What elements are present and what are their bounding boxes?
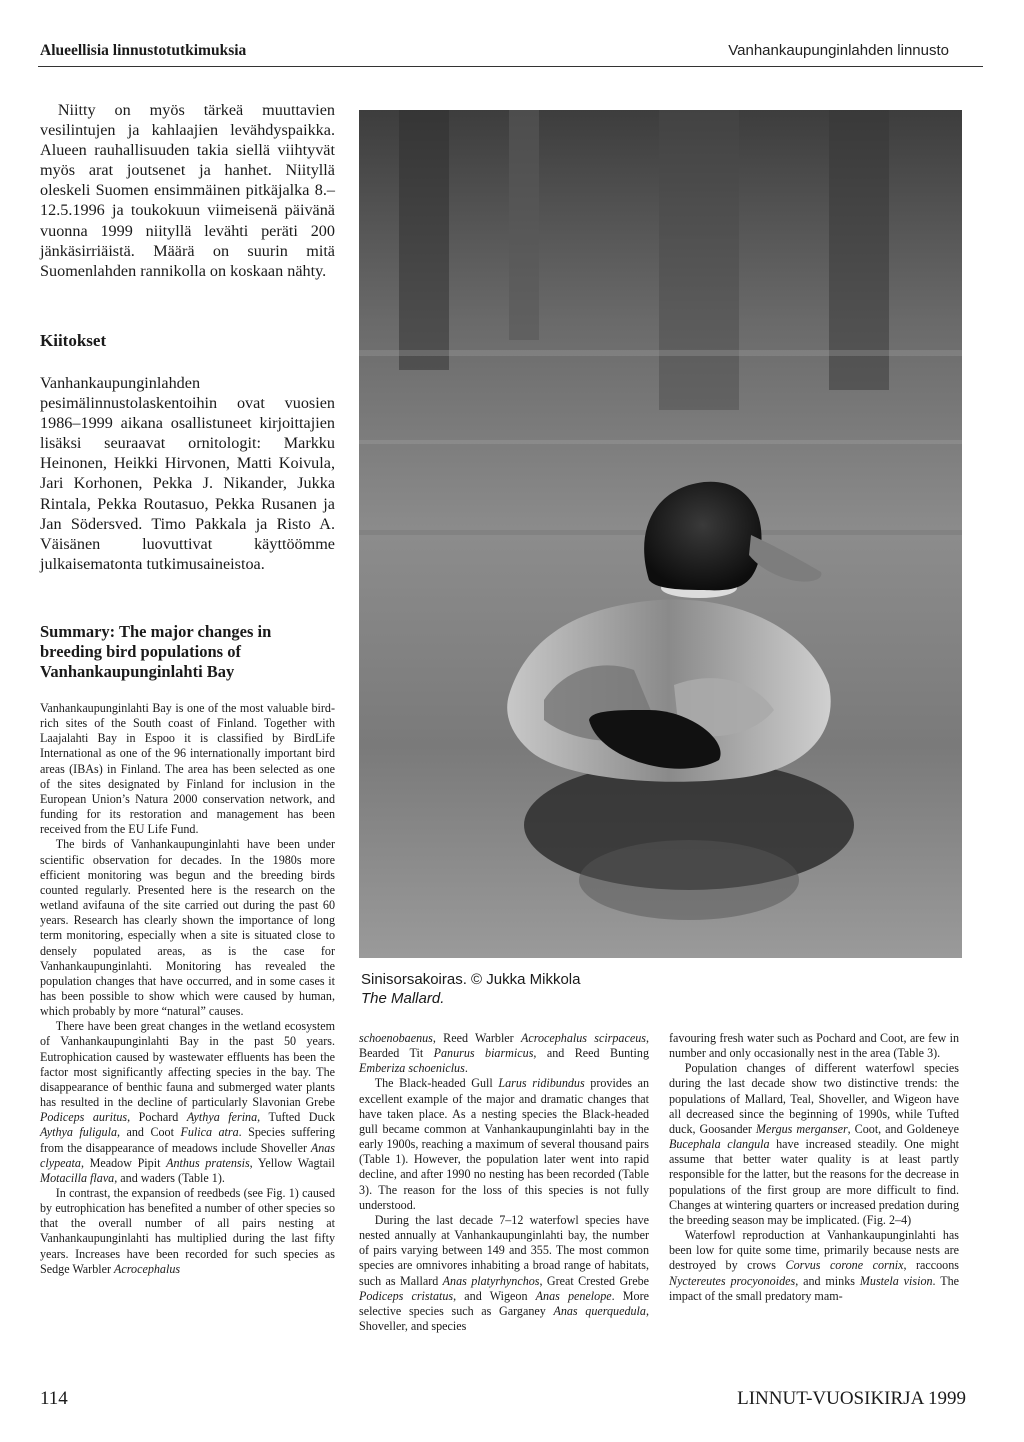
summary-paragraph: During the last decade 7–12 waterfowl species have nested annually at Vanhankaupunginlahti bay, the number of pairs varying between 149 and 355. The most common species are omnivores inhabiting a broad range of habitats, such as Mallard Anas platyrhynchos, Great Crested Grebe Podiceps cristatus, and Wigeon Anas penelope. More selective species such as Garganey Anas querquedula, Shoveller, and species	[359, 1212, 649, 1333]
summary-paragraph: The Black-headed Gull Larus ridibundus provides an excellent example of the major and dramatic changes that have taken place. As a nesting species the Black-headed gull became common at Vanhankaupunginlahti bay in the early 1900s, reaching a maximum of several thousand pairs (Table 1). However, the population later went into rapid decline, and after 1990 no nesting has been recorded (Table 3). The reason for the loss of this species is not fully understood.	[359, 1076, 649, 1212]
summary-heading	[40, 622, 340, 682]
summary-column-3	[669, 1031, 959, 1304]
header-rule	[38, 66, 983, 67]
running-header-right: Vanhankaupunginlahden linnusto	[728, 42, 949, 59]
summary-paragraph: In contrast, the expansion of reedbeds (see Fig. 1) caused by eutrophication has benefited a number of other species so that the overall number of all pairs nesting at Vanhankaupunginlahti has multiplied during the last fifty years. Increases have been recorded for such species as Sedge Warbler Acrocephalus	[40, 1186, 335, 1276]
page-number: 114	[40, 1388, 68, 1409]
intro-text: Niitty on myös tärkeä muuttavien vesilintujen ja kahlaajien levähdyspaikka. Alueen rauhallisuuden takia siellä viihtyvät myös arat joutsenet ja hanhet. Niityllä oleskeli Suomen ensimmäinen pitkäjalka 8.–12.5.1996 ja toukokuun viimeisenä päivänä vuonna 1999 niityllä levähti peräti 200 jänkäsirriäistä. Määrä on suurin mitä Suomenlahden rannikolla on koskaan nähty.	[40, 101, 335, 280]
summary-paragraph: schoenobaenus, Reed Warbler Acrocephalus scirpaceus, Bearded Tit Panurus biarmicus, and Reed Bunting Emberiza schoeniclus.	[359, 1031, 650, 1076]
summary-paragraph: favouring fresh water such as Pochard and Coot, are few in number and only occasionally nest in the area (Table 3).	[669, 1031, 959, 1061]
summary-paragraph: Waterfowl reproduction at Vanhankaupunginlahti has been low for quite some time, primarily because nests are destroyed by crows Corvus corone cornix, raccoons Nyctereutes procyonoides, and minks Mustela vision. The impact of the small predatory mam-	[669, 1228, 960, 1303]
summary-heading-line: breeding bird populations of	[40, 642, 241, 661]
journal-name: LINNUT-VUOSIKIRJA 1999	[737, 1388, 966, 1409]
photo-caption-finnish: Sinisorsakoiras. © Jukka Mikkola	[361, 971, 581, 988]
summary-paragraph: There have been great changes in the wetland ecosystem of Vanhankaupunginlahti Bay in the past 50 years. Eutrophication caused by wastewater effluents has been the factor most significantly affecting species in the bay. The disappearance of benthic fauna and submerged water plants has resulted in the decline of particularly Slavonian Grebe Podiceps auritus, Pochard Aythya ferina, Tufted Duck Aythya fuligula, and Coot Fulica atra. Species suffering from the disappearance of meadows include Shoveller Anas clypeata, Meadow Pipit Anthus pratensis, Yellow Wagtail Motacilla flava, and waders (Table 1).	[40, 1019, 336, 1185]
acknowledgements-paragraph	[40, 373, 335, 574]
summary-paragraph: Population changes of different waterfowl species during the last decade show two distinctive trends: the populations of Mallard, Teal, Shoveller, and Wigeon have all decreased since the beginning of 1990s, while Tufted duck, Goosander Mergus merganser, Coot, and Goldeneye Bucephala clangula have increased steadily. One might assume that better water quality is at least partly responsible for the latter, but the reasons for the decrease in populations of the first group are more difficult to find. Changes at wintering quarters or increased predation during the breeding season may be implicated. (Fig. 2–4)	[669, 1061, 959, 1227]
summary-heading-line: Summary: The major changes in	[40, 622, 272, 641]
summary-paragraph: The birds of Vanhankaupunginlahti have been under scientific observation for decades. In the 1980s more efficient monitoring was begun and the breeding birds counted regularly. Presented here is the research on the wetland avifauna of the site carried out during the past 60 years. Research has clearly shown the importance of long term monitoring, especially when a site is situated close to densely populated areas, as is the case for Vanhankaupunginlahti. Monitoring has revealed the population changes that have occurred, and in some cases it has been possible to show which were caused by human, which probably by more “natural” causes.	[40, 837, 335, 1019]
acknowledgements-text: Vanhankaupunginlahden pesimälinnustolaskentoihin ovat vuosien 1986–1999 aikana osallistuneet kirjoittajien lisäksi seuraavat ornitologit: Markku Heinonen, Heikki Hirvonen, Matti Koivula, Jari Korhonen, Pekka J. Nikander, Jukka Rintala, Pekka Routasuo, Pekka Rusanen ja Jan Södersved. Timo Pakkala ja Risto A. Väisänen luovuttivat käyttöömme julkaisematonta tutkimusaineistoa.	[40, 374, 335, 573]
acknowledgements-heading: Kiitokset	[40, 331, 107, 350]
summary-heading-line: Vanhankaupunginlahti Bay	[40, 662, 235, 681]
photo-caption	[361, 970, 580, 1008]
summary-column-2	[359, 1031, 649, 1334]
mallard-illustration	[359, 110, 962, 958]
summary-paragraph: Vanhankaupunginlahti Bay is one of the most valuable bird-rich sites of the South coast of Finland. Together with Laajalahti Bay in Espoo it is classified by BirdLife International as one of the 96 internationally important bird areas (IBAs) in Finland. The area has been selected as one of the sites designated by Finland for inclusion in the European Union’s Natura 2000 conservation network, and funding for its restoration and management has been received from the EU Life Fund.	[40, 701, 335, 837]
photo-caption-english: The Mallard.	[361, 990, 445, 1007]
intro-paragraph	[40, 100, 335, 281]
running-header-left: Alueellisia linnustotutkimuksia	[40, 42, 247, 59]
mallard-photo	[359, 110, 962, 958]
summary-column-1	[40, 701, 335, 1277]
